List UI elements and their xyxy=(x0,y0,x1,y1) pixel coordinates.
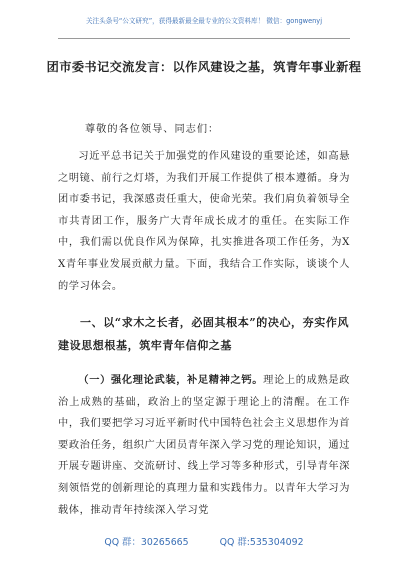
section-heading-1: 一、以“求木之长者，必固其根本”的决心，夯实作风建设思想根基，筑牢青年信仰之基 xyxy=(58,316,350,352)
footer-qq-group-2: QQ 群:535304092 xyxy=(219,537,304,548)
header-divider xyxy=(58,38,350,39)
intro-paragraph: 习近平总书记关于加强党的作风建设的重要论述，如高悬之明镜、前行之灯塔，为我们开展工作提供了根本遵循。身为团市委书记，我深感责任重大，使命光荣。我们肩负着领导全市共青团工作，服务广大青年成长成才的重任。在实际工作中，我们需以优良作风为保障，扎实推进各项工作任务，为XX青年事业发展贡献力量。下面，我结合工作实际，谈谈个人的学习体会。 xyxy=(58,151,350,292)
document-title: 团市委书记交流发言：以作风建设之基，筑青年事业新程 xyxy=(46,60,362,74)
footer-contact xyxy=(0,534,408,548)
subsection-body-1: 理论上的成熟是政治上成熟的基础，政治上的坚定源于理论上的清醒。在工作中，我们要把学习习近平新时代中国特色社会主义思想作为首要政治任务，组织广大团员青年深入学习党的理论知识，通过开展专题讲座、交流研讨、线上学习等多种形式，引导青年深刻领悟党的创新理论的真理力量和实践伟力。以青年大学习为载体，推动青年持续深入学习党 xyxy=(58,375,350,516)
subsection-paragraph-1 xyxy=(58,370,350,521)
header-promo-note: 关注头条号“公文研究”，获得最新最全最专业的公文资料库！ 微信：gongwenyj xyxy=(85,17,323,25)
subsection-heading-1: （一）强化理论武装，补足精神之钙。 xyxy=(78,374,264,386)
salutation: 尊敬的各位领导、同志们： xyxy=(85,124,220,135)
footer-qq-group-1: QQ 群：30265665 xyxy=(104,537,189,548)
